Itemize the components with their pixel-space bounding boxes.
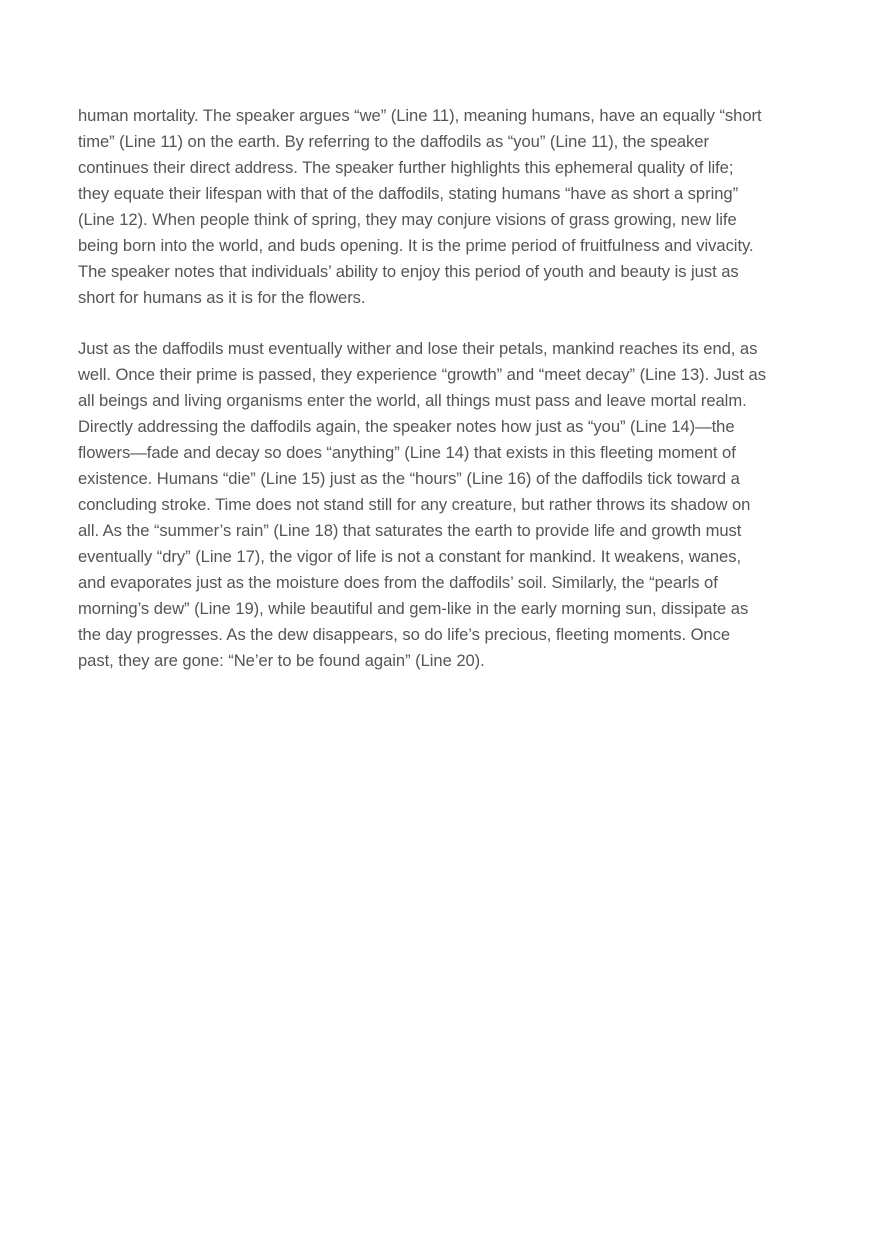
paragraph-decay	[78, 336, 805, 674]
text-line: time” (Line 11) on the earth. By referring to the daffodils as “you” (Line 11), the speaker	[78, 132, 709, 151]
text-line: Directly addressing the daffodils again, the speaker notes how just as “you” (Line 14)—the	[78, 417, 735, 436]
document-body	[78, 103, 805, 699]
text-line: morning’s dew” (Line 19), while beautiful and gem-like in the early morning sun, dissipate as	[78, 599, 749, 618]
text-line: eventually “dry” (Line 17), the vigor of life is not a constant for mankind. It weakens, wanes,	[78, 547, 742, 566]
text-line: short for humans as it is for the flowers.	[78, 288, 366, 307]
text-line: concluding stroke. Time does not stand still for any creature, but rather throws its shadow on	[78, 495, 751, 514]
text-line: (Line 12). When people think of spring, they may conjure visions of grass growing, new life	[78, 210, 737, 229]
text-line: they equate their lifespan with that of the daffodils, stating humans “have as short a spring”	[78, 184, 739, 203]
text-line: continues their direct address. The speaker further highlights this ephemeral quality of life;	[78, 158, 734, 177]
text-line: all beings and living organisms enter the world, all things must pass and leave mortal realm.	[78, 391, 747, 410]
text-line: The speaker notes that individuals’ ability to enjoy this period of youth and beauty is just as	[78, 262, 739, 281]
text-line: all. As the “summer’s rain” (Line 18) that saturates the earth to provide life and growth must	[78, 521, 742, 540]
text-line: being born into the world, and buds opening. It is the prime period of fruitfulness and vivacity.	[78, 236, 754, 255]
text-line: well. Once their prime is passed, they experience “growth” and “meet decay” (Line 13). Just as	[78, 365, 766, 384]
text-line: past, they are gone: “Ne’er to be found again” (Line 20).	[78, 651, 485, 670]
text-line: Just as the daffodils must eventually wither and lose their petals, mankind reaches its end, as	[78, 339, 758, 358]
text-line: flowers—fade and decay so does “anything” (Line 14) that exists in this fleeting moment of	[78, 443, 736, 462]
text-line: the day progresses. As the dew disappears, so do life’s precious, fleeting moments. Once	[78, 625, 731, 644]
text-line: human mortality. The speaker argues “we” (Line 11), meaning humans, have an equally “short	[78, 106, 762, 125]
paragraph-mortality	[78, 103, 805, 311]
text-line: existence. Humans “die” (Line 15) just as the “hours” (Line 16) of the daffodils tick toward a	[78, 469, 740, 488]
text-line: and evaporates just as the moisture does from the daffodils’ soil. Similarly, the “pearls of	[78, 573, 718, 592]
